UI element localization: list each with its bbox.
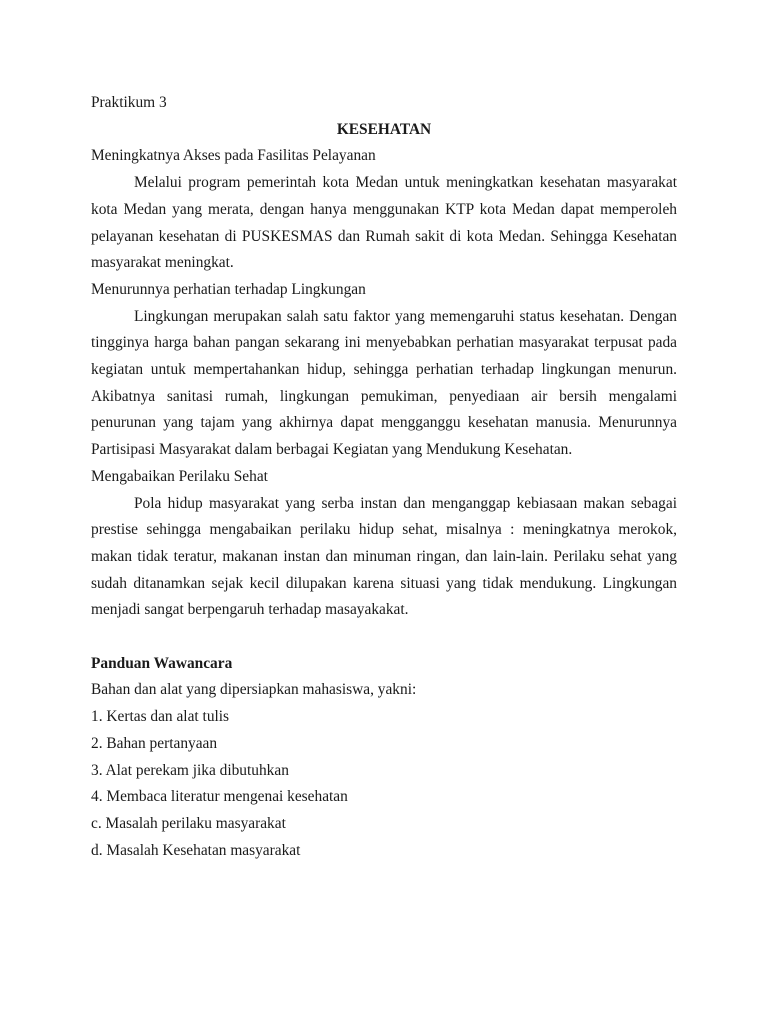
list-item: c. Masalah perilaku masyarakat — [91, 814, 286, 832]
practicum-label: Praktikum 3 — [91, 94, 167, 111]
section-heading: Meningkatnya Akses pada Fasilitas Pelayanan — [91, 147, 376, 165]
section-heading: Mengabaikan Perilaku Sehat — [91, 467, 268, 485]
section-paragraph: Pola hidup masyarakat yang serba instan dan menganggap kebiasaan makan sebagai prestise sehingga mengabaikan perilaku hidup sehat, misalnya : meningkatnya merokok, makan tidak teratur, makanan instan dan minuman ringan, dan lain-lain. Perilaku sehat yang sudah ditanamkan sejak kecil dilupakan karena situasi yang tidak mendukung. Lingkungan menjadi sangat berpengaruh terhadap masayakakat. — [91, 494, 677, 619]
list-item: 3. Alat perekam jika dibutuhkan — [91, 761, 289, 779]
document-page — [91, 90, 677, 864]
document-title: KESEHATAN — [336, 120, 432, 138]
list-item: 4. Membaca literatur mengenai kesehatan — [91, 788, 348, 806]
interview-heading: Panduan Wawancara — [91, 654, 233, 672]
section-heading: Menurunnya perhatian terhadap Lingkungan — [91, 280, 366, 298]
interview-intro: Bahan dan alat yang dipersiapkan mahasiswa, yakni: — [91, 681, 417, 699]
list-item: d. Masalah Kesehatan masyarakat — [91, 841, 301, 859]
blank-line — [91, 624, 677, 651]
list-item: 2. Bahan pertanyaan — [91, 734, 218, 752]
list-item: 1. Kertas dan alat tulis — [91, 708, 230, 726]
section-paragraph: Lingkungan merupakan salah satu faktor yang memengaruhi status kesehatan. Dengan tingginya harga bahan pangan sekarang ini menyebabkan perhatian masyarakat terpusat pada kegiatan untuk mempertahankan hidup, sehingga perhatian terhadap lingkungan menurun. Akibatnya sanitasi rumah, lingkungan pemukiman, penyediaan air bersih mengalami penurunan yang tajam yang akhirnya dapat mengganggu kesehatan manusia. Menurunnya Partisipasi Masyarakat dalam berbagai Kegiatan yang Mendukung Kesehatan. — [91, 307, 677, 459]
section-paragraph: Melalui program pemerintah kota Medan untuk meningkatkan kesehatan masyarakat kota Medan yang merata, dengan hanya menggunakan KTP kota Medan dapat memperoleh pelayanan kesehatan di PUSKESMAS dan Rumah sakit di kota Medan. Sehingga Kesehatan masyarakat meningkat. — [91, 174, 677, 272]
